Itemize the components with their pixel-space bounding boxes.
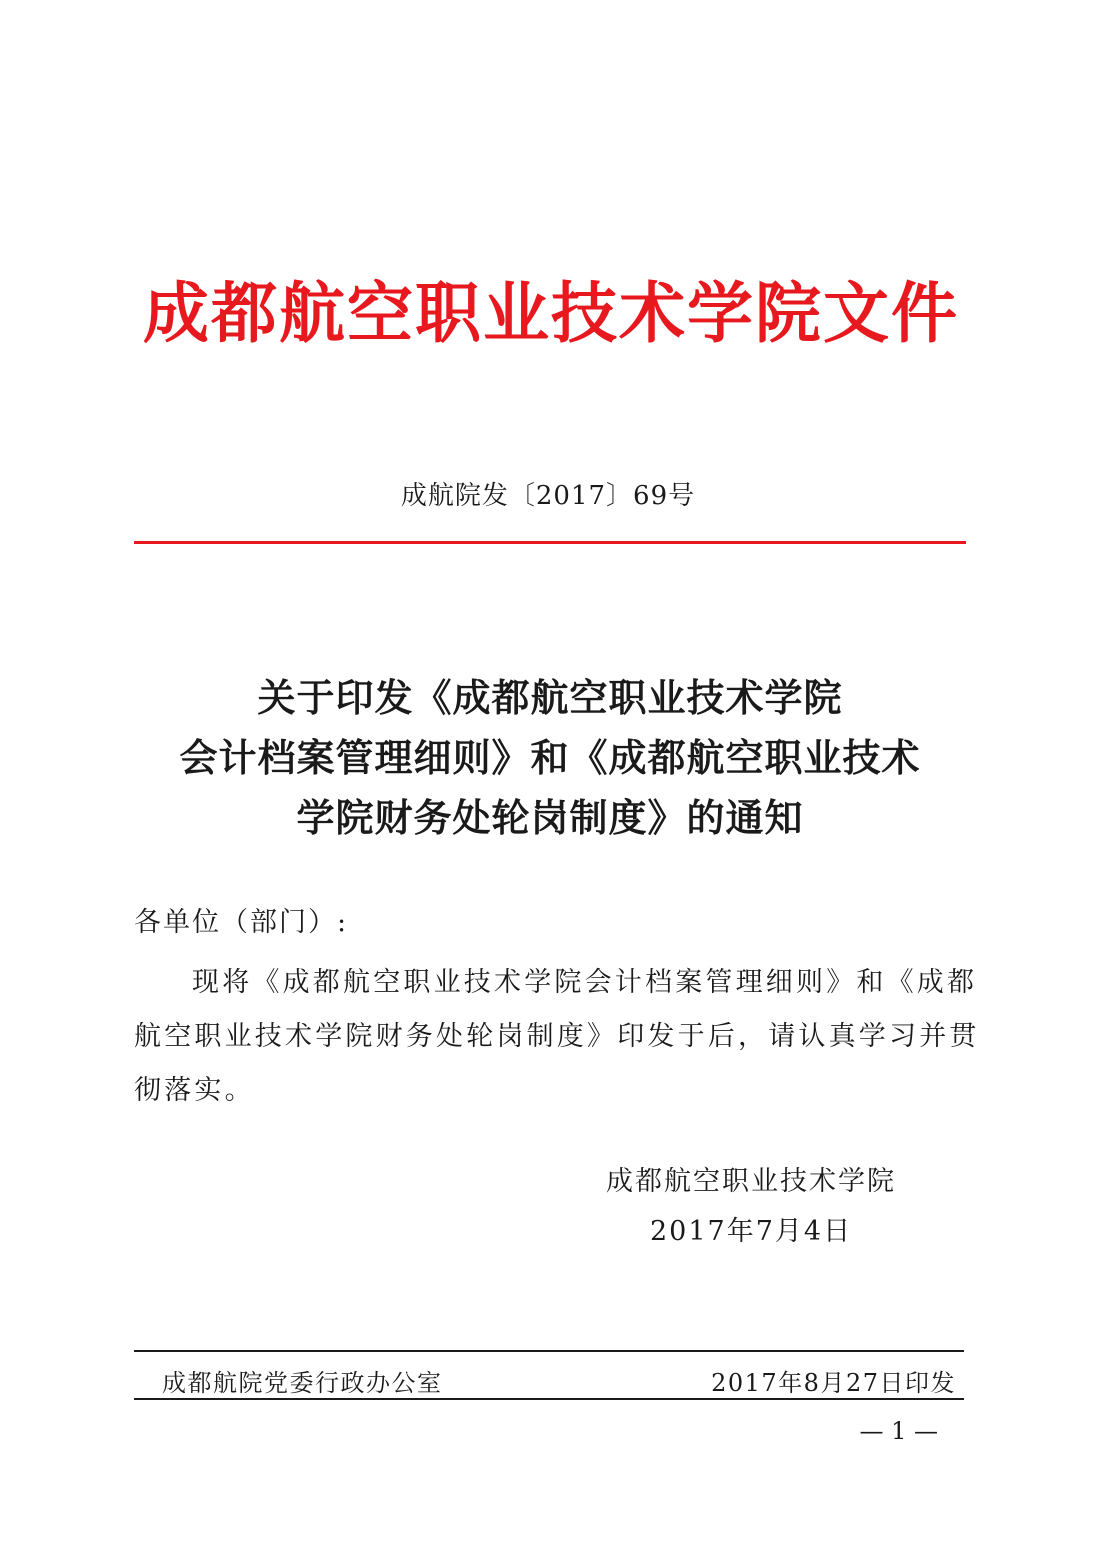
notice-title-line: 关于印发《成都航空职业技术学院	[257, 675, 843, 720]
footer-issuing-office: 成都航院党委行政办公室	[162, 1369, 443, 1397]
body-line: 航空职业技术学院财务处轮岗制度》印发于后，请认真学习并贯	[134, 1021, 980, 1052]
footer-print-date: 2017年8月27日印发	[711, 1369, 956, 1397]
notice-title-line: 会计档案管理细则》和《成都航空职业技术	[179, 735, 921, 780]
notice-title-line: 学院财务处轮岗制度》的通知	[296, 795, 804, 840]
page-number: — 1 —	[859, 1417, 938, 1445]
red-separator-line	[134, 541, 966, 544]
document-number: 成航院发〔2017〕69号	[400, 481, 696, 511]
signature-date: 2017年7月4日	[650, 1216, 853, 1247]
body-line: 彻落实。	[134, 1075, 255, 1106]
footer-bottom-rule	[134, 1398, 964, 1400]
body-line: 现将《成都航空职业技术学院会计档案管理细则》和《成都	[192, 967, 978, 998]
body-paragraph	[134, 956, 980, 1118]
salutation: 各单位（部门）:	[134, 907, 349, 938]
footer-top-rule	[134, 1350, 964, 1352]
masthead-title: 成都航空职业技术学院文件	[143, 274, 959, 352]
issuer-signature: 成都航空职业技术学院	[606, 1166, 896, 1197]
notice-title	[134, 668, 966, 848]
